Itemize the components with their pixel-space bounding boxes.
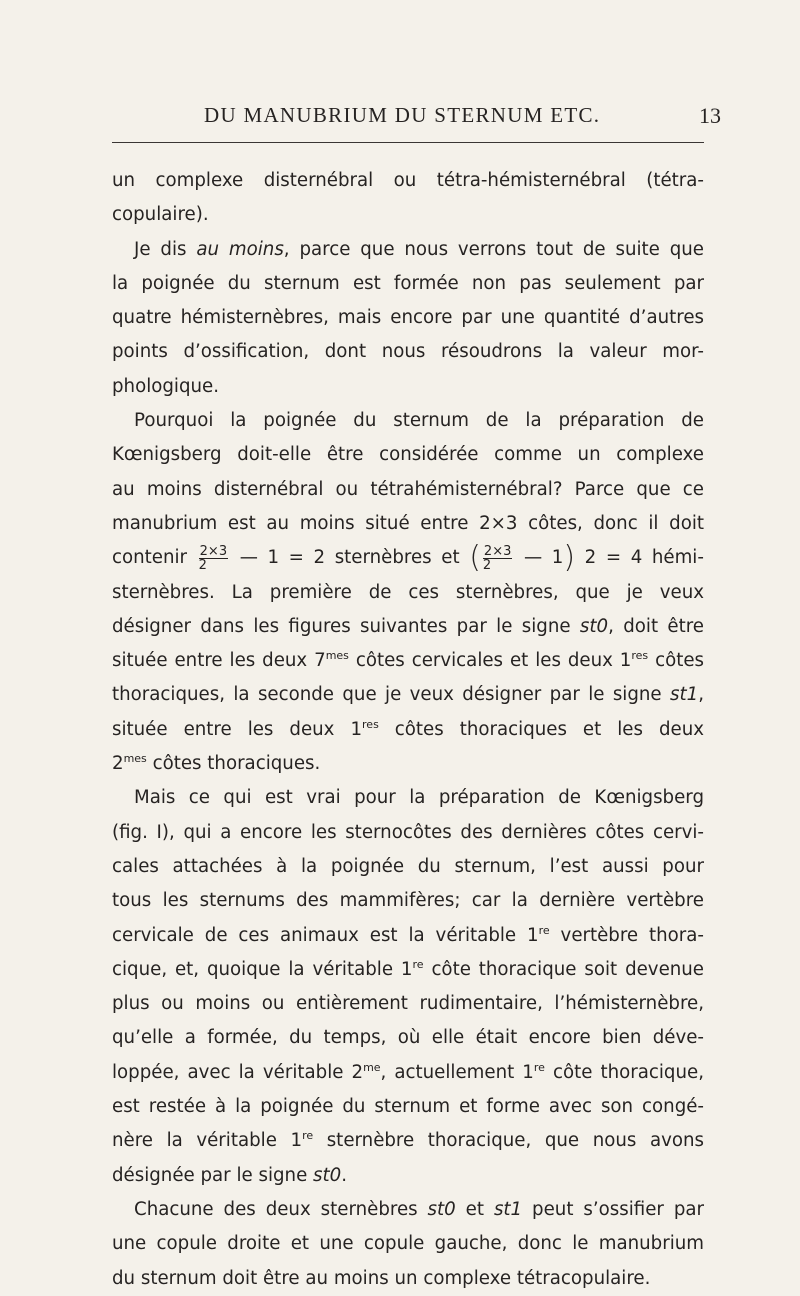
text-line: qu’elle a formée, du temps, où elle était encore bien déve- [112,1027,704,1049]
text-line: Chacune des deux sternèbres st0 et st1 peut s’ossifier par [134,1198,704,1220]
text-line: une copule droite et une copule gauche, donc le manubrium [112,1233,704,1255]
text-line: (fig. I), qui a encore les sternocôtes des dernières côtes cervi- [112,821,704,843]
text-line: cervicale de ces animaux est la véritable 1re vertèbre thora- [112,923,704,946]
text-line: du sternum doit être au moins un complexe tétracopulaire. [112,1267,651,1289]
text-line: thoraciques, la seconde que je veux désigner par le signe st1, [112,684,704,706]
text-line: tous les sternums des mammifères; car la dernière vertèbre [112,890,704,912]
fraction: $\frac{2\times 3}{2}$ [198,543,228,573]
text-line: sternèbres. La première de ces sternèbres, que je veux [112,581,704,603]
text-line: cique, et, quoique la véritable 1re côte thoracique soit devenue [112,957,704,980]
text-line: quatre hémisternèbres, mais encore par une quantité d’autres [112,307,704,329]
text-line: Pourquoi la poignée du sternum de la préparation de [134,410,704,432]
running-title: DU MANUBRIUM DU STERNUM ETC. [204,103,601,127]
text-line: nère la véritable 1re sternèbre thoracique, que nous avons [112,1129,704,1152]
text-line: au moins disternébral ou tétrahémisternébral? Parce que ce [112,478,704,500]
text-line: loppée, avec la véritable $2^{me}$, actuellement 1re côte thoracique, [112,1060,704,1083]
header-rule [112,142,704,143]
text-line: un complexe disternébral ou tétra-hémisternébral (tétra- [112,170,704,191]
text-line: Mais ce qui est vrai pour la préparation de Kœnigsberg [134,787,704,809]
emphasis: au moins [196,238,284,260]
text-line: Je dis au moins, parce que nous verrons tout de suite que [134,238,704,260]
text-line: la poignée du sternum est formée non pas seulement par [112,272,704,294]
text-line: désigner dans les figures suivantes par le signe st0, doit être [112,615,705,637]
text-line: est restée à la poignée du sternum et forme avec son congé- [112,1096,704,1118]
text-line-formula: contenir $\frac{2\times 3}{2}$ — 1 = 2 sternèbres et ( $\frac{2\times 3}{2}$ — 1) 2 = 4 hémi- [112,540,704,576]
text-line: cales attachées à la poignée du sternum, l’est aussi pour [112,855,704,877]
sign-st1: st1 [493,1198,523,1220]
text-line: désignée par le signe st0. [112,1164,348,1186]
fraction: $\frac{2\times 3}{2}$ [482,543,512,573]
sign-st0: st0 [427,1198,456,1220]
text-line: située entre les deux $7^{mes}$ côtes cervicales et les deux 1res côtes [112,649,705,672]
text-line: manubrium est au moins situé entre 2×3 côtes, donc il doit [112,512,704,534]
sign-st0: st0 [313,1164,342,1186]
text-line: copulaire). [112,204,209,226]
text-line: points d’ossification, dont nous résoudrons la valeur mor- [112,341,704,363]
sign-st1: st1 [670,684,699,706]
sign-st0: st0 [579,615,609,637]
text-line: Kœnigsberg doit-elle être considérée comme un complexe [112,444,704,466]
text-line: phologique. [112,375,220,397]
page-number: 13 [699,103,721,128]
text-line: plus ou moins ou entièrement rudimentaire, l’hémisternèbre, [112,993,704,1015]
text-line: $2^{mes}$ côtes thoraciques. [112,752,321,775]
text-line: située entre les deux 1res côtes thoraciques et les deux [112,717,704,740]
body-text [112,164,704,1296]
